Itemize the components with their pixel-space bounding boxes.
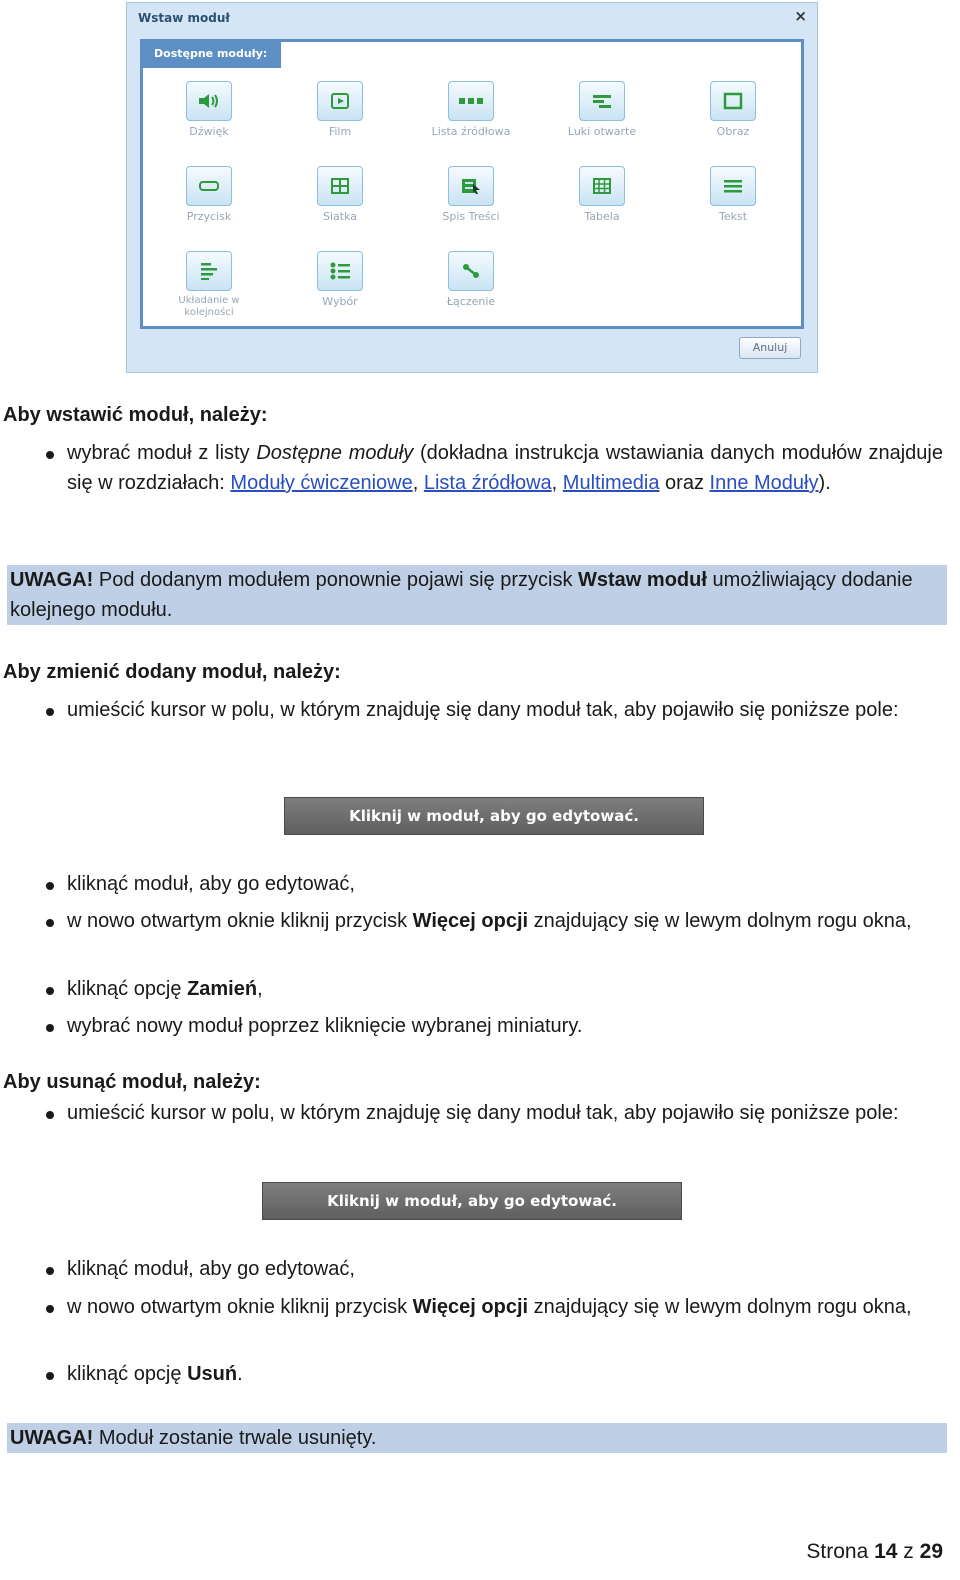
toc-icon [448, 166, 494, 206]
change-step-2: kliknąć moduł, aby go edytować, [67, 873, 355, 895]
close-icon[interactable]: × [794, 7, 807, 25]
bullet-icon [46, 1305, 54, 1313]
module-label: Siatka [322, 210, 357, 223]
module-label: Tabela [584, 210, 620, 223]
link-icon [448, 251, 494, 291]
bullet-icon [46, 987, 54, 995]
page-number: Strona 14 z 29 [806, 1540, 943, 1563]
warning-note-insert: UWAGA! Pod dodanym modułem ponownie pojawi się przycisk Wstaw moduł umożliwiający dodanie kolejnego modułu. [7, 565, 947, 625]
grid-icon [317, 166, 363, 206]
change-heading: Aby zmienić dodany moduł, należy: [3, 661, 341, 683]
module-label: Spis Treści [442, 210, 500, 223]
bullet-icon [46, 1024, 54, 1032]
bullet-icon [46, 708, 54, 716]
change-step-3: w nowo otwartym oknie kliknij przycisk Więcej opcji znajdujący się w lewym dolnym rogu okna, [67, 910, 912, 932]
remove-step-3: w nowo otwartym oknie kliknij przycisk Więcej opcji znajdujący się w lewym dolnym rogu okna, [67, 1296, 912, 1318]
module-label: Dźwięk [189, 125, 229, 138]
link-source-list[interactable]: Lista źródłowa [423, 472, 552, 494]
module-ordering[interactable] [154, 251, 264, 319]
bullet-icon [46, 882, 54, 890]
module-image[interactable] [678, 81, 788, 138]
bullet-icon [46, 1372, 54, 1380]
dialog-title: Wstaw moduł [138, 11, 230, 25]
module-label: Przycisk [186, 210, 232, 223]
module-toc[interactable] [416, 166, 526, 223]
bullet-icon [46, 1267, 54, 1275]
link-multimedia[interactable]: Multimedia [562, 472, 660, 494]
button-icon [186, 166, 232, 206]
module-source-list[interactable] [416, 81, 526, 138]
cancel-button[interactable]: Anuluj [739, 337, 801, 359]
module-button[interactable] [154, 166, 264, 223]
change-step-4: kliknąć opcję Zamień, [67, 978, 263, 1000]
speaker-icon [186, 81, 232, 121]
remove-step-1: umieścić kursor w polu, w którym znajduję się dany moduł tak, aby pojawiło się poniższe pole: [67, 1102, 899, 1124]
module-table[interactable] [547, 166, 657, 223]
edit-module-bar[interactable]: Kliknij w moduł, aby go edytować. [262, 1182, 682, 1220]
module-connect[interactable] [416, 251, 526, 308]
text-icon [710, 166, 756, 206]
edit-module-bar[interactable]: Kliknij w moduł, aby go edytować. [284, 797, 704, 835]
link-exercise-modules[interactable]: Moduły ćwiczeniowe [230, 472, 413, 494]
bullet-icon [46, 1111, 54, 1119]
change-step-5: wybrać nowy moduł poprzez kliknięcie wybranej miniatury. [67, 1015, 583, 1037]
module-text[interactable] [678, 166, 788, 223]
choice-icon [317, 251, 363, 291]
module-open-gaps[interactable] [547, 81, 657, 138]
insert-module-dialog [126, 2, 818, 373]
link-other-modules[interactable]: Inne Moduły [709, 472, 819, 494]
module-film[interactable] [285, 81, 395, 138]
change-step-1: umieścić kursor w polu, w którym znajduję się dany moduł tak, aby pojawiło się poniższe pole: [67, 699, 899, 721]
bullet-icon [46, 451, 54, 459]
remove-step-2: kliknąć moduł, aby go edytować, [67, 1258, 355, 1280]
module-label: Łączenie [446, 295, 496, 308]
module-label: Tekst [718, 210, 748, 223]
insert-heading: Aby wstawić moduł, należy: [3, 404, 268, 426]
remove-heading: Aby usunąć moduł, należy: [3, 1071, 261, 1093]
image-icon [710, 81, 756, 121]
open-gaps-icon [579, 81, 625, 121]
module-sound[interactable] [154, 81, 264, 138]
ordering-icon [186, 251, 232, 291]
tab-available-modules[interactable]: Dostępne moduły: [140, 40, 281, 68]
film-icon [317, 81, 363, 121]
module-label: Wybór [322, 295, 358, 308]
remove-step-4: kliknąć opcję Usuń. [67, 1363, 243, 1385]
bullet-icon [46, 919, 54, 927]
warning-note-remove: UWAGA! Moduł zostanie trwale usunięty. [7, 1423, 947, 1453]
insert-step-1: wybrać moduł z listy Dostępne moduły (dokładna instrukcja wstawiania danych modułów znajduje się w rozdziałach: Moduły ćwiczeniowe, Lista źródłowa, Multimedia oraz Inne Moduły). [67, 442, 943, 494]
module-label: Luki otwarte [567, 125, 637, 138]
table-icon [579, 166, 625, 206]
module-label: Obraz [716, 125, 750, 138]
module-choice[interactable] [285, 251, 395, 308]
module-label: Film [328, 125, 352, 138]
module-grid[interactable] [285, 166, 395, 223]
source-list-icon [448, 81, 494, 121]
module-label: Lista źródłowa [431, 125, 511, 138]
module-label: Układanie w kolejności [178, 295, 240, 318]
